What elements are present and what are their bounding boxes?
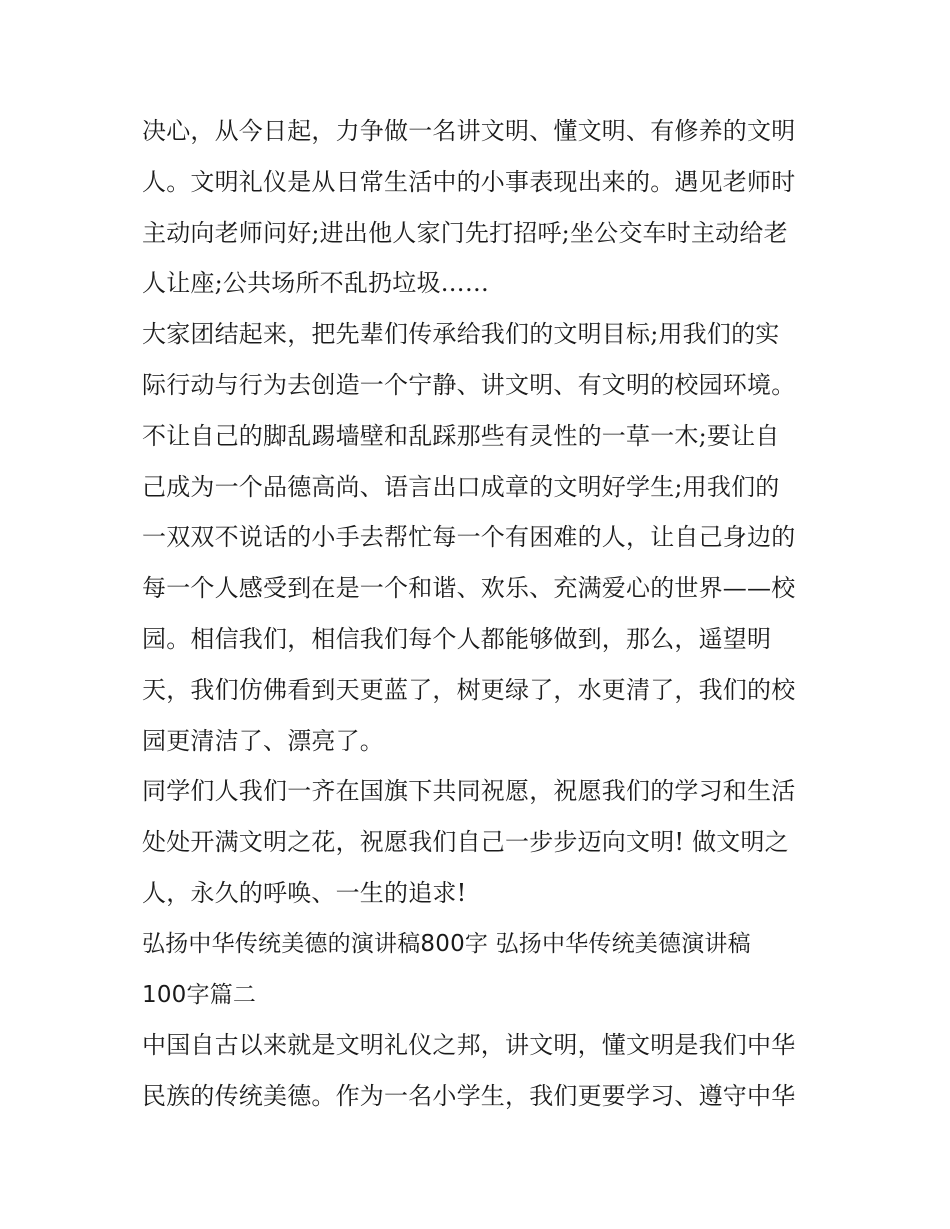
text-line: 人。文明礼仪是从日常生活中的小事表现出来的。遇见老师时 [142,167,796,196]
paragraph-flag-wishes [142,766,814,918]
text-line: 决心，从今日起，力争做一名讲文明、懂文明、有修养的文明 [142,117,796,145]
text-line: 不让自己的脚乱踢墙壁和乱踩那些有灵性的一草一木;要让自 [142,421,780,450]
text-line: 天，我们仿佛看到天更蓝了，树更绿了，水更清了，我们的校 [142,675,796,704]
paragraph-campus-environment [142,309,814,766]
text-line: 际行动与行为去创造一个宁静、讲文明、有文明的校园环境。 [142,370,796,399]
text-line: 园。相信我们，相信我们每个人都能够做到，那么，遥望明 [142,624,772,653]
text-line: 园更清洁了、漂亮了。 [142,726,384,755]
text-line: 每一个人感受到在是一个和谐、欢乐、充满爱心的世界——校 [142,574,796,603]
text-line: 大家团结起来，把先辈们传承给我们的文明目标;用我们的实 [142,320,780,349]
document-body [142,106,814,1122]
text-line: 民族的传统美德。作为一名小学生，我们更要学习、遵守中华 [142,1082,796,1111]
section-heading [142,919,814,1021]
heading-line: 100字篇二 [142,981,257,1008]
text-line: 主动向老师问好;进出他人家门先打招呼;坐公交车时主动给老 [142,218,788,247]
text-line: 己成为一个品德高尚、语言出口成章的文明好学生;用我们的 [142,472,780,501]
text-line: 处处开满文明之花，祝愿我们自己一步步迈向文明! 做文明之 [142,828,789,857]
heading-line: 弘扬中华传统美德的演讲稿800字 弘扬中华传统美德演讲稿 [142,930,751,957]
text-line: 同学们人我们一齐在国旗下共同祝愿，祝愿我们的学习和生活 [142,777,796,806]
text-line: 人，永久的呼唤、一生的追求! [142,878,467,907]
text-line: 一双双不说话的小手去帮忙每一个有困难的人，让自己身边的 [142,523,796,552]
paragraph-ceremony-tradition [142,1020,814,1122]
text-line: 中国自古以来就是文明礼仪之邦，讲文明，懂文明是我们中华 [142,1031,796,1060]
text-line: 人让座;公共场所不乱扔垃圾…… [142,269,490,298]
paragraph-civility-resolution [142,106,814,309]
